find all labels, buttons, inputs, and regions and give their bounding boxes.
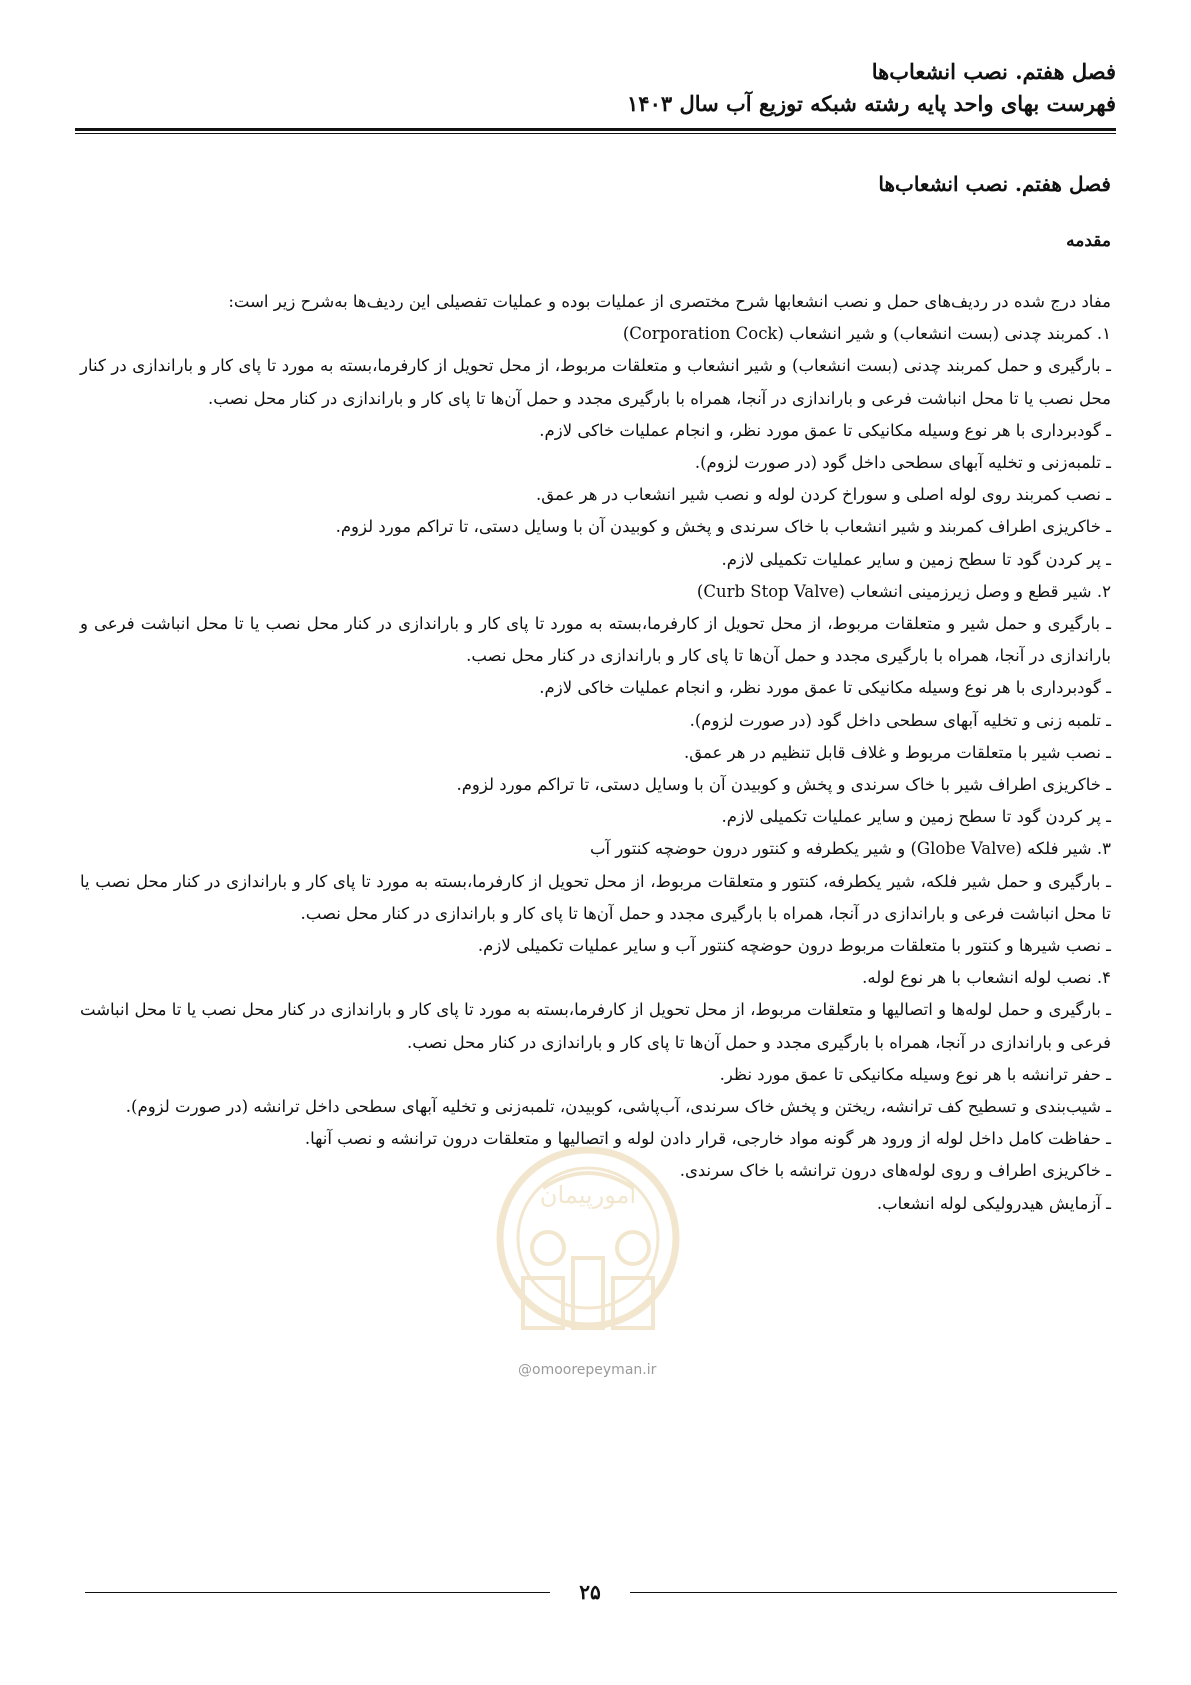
item-heading-3: ۳. شیر فلکه (Globe Valve) و شیر یکطرفه و کنتور درون حوضچه کنتور آب (589, 839, 1111, 859)
list-item: ـ تلمبه‌زنی و تخلیه آبهای سطحی داخل گود (در صورت لزوم). (694, 453, 1111, 473)
paragraph-intro: مفاد درج شده در ردیف‌های حمل و نصب انشعابها شرح مختصری از عملیات بوده و عملیات تفصیلی این ردیف‌ها به‌شرح زیر است: (228, 292, 1111, 311)
running-header (75, 56, 1116, 120)
body-text (80, 286, 1111, 1220)
list-item: ـ گودبرداری با هر نوع وسیله مکانیکی تا عمق مورد نظر، و انجام عملیات خاکی لازم. (539, 678, 1111, 698)
list-item: ـ آزمایش هیدرولیکی لوله انشعاب. (876, 1193, 1111, 1213)
list-item: ـ شیب‌بندی و تسطیح کف ترانشه، ریختن و پخش خاک سرندی، آب‌پاشی، کوبیدن، تلمبه‌زنی و تخلیه آبهای سطحی داخل ترانشه (در صورت لزوم). (125, 1097, 1111, 1117)
list-item: ـ بارگیری و حمل شیر و متعلقات مربوط، از محل تحویل از کارفرما،بسته به مورد تا پای کار و باراندازی در کنار محل نصب یا تا محل انباشت فرعی و باراندازی در آنجا، همراه با بارگیری مجدد و حمل آن‌ها تا پای کار و باراندازی در کنار محل نصب. (80, 614, 1111, 666)
header-document-title: فهرست بهای واحد پایه رشته شبکه توزیع آب سال ۱۴۰۳ (627, 91, 1116, 116)
header-chapter-title: فصل هفتم. نصب انشعاب‌ها (871, 59, 1116, 84)
list-item: ـ بارگیری و حمل شیر فلکه، شیر یکطرفه، کنتور و متعلقات مربوط، از محل تحویل از کارفرما،بسته به مورد تا پای کار و باراندازی در کنار محل نصب یا تا محل انباشت فرعی و باراندازی در آنجا، همراه با بارگیری مجدد و حمل آن‌ها تا پای کار و باراندازی در کنار محل نصب. (80, 871, 1111, 923)
item-heading-2: ۲. شیر قطع و وصل زیرزمینی انشعاب (Curb Stop Valve) (696, 581, 1111, 601)
header-divider (75, 128, 1116, 134)
item-heading-4: ۴. نصب لوله انشعاب با هر نوع لوله. (862, 968, 1111, 988)
list-item: ـ خاکریزی اطراف کمربند و شیر انشعاب با خاک سرندی و پخش و کوبیدن آن با وسایل دستی، تا تراکم مورد لزوم. (335, 517, 1111, 537)
list-item: ـ نصب کمربند روی لوله اصلی و سوراخ کردن لوله و نصب شیر انشعاب در هر عمق. (536, 485, 1111, 505)
section-title: فصل هفتم. نصب انشعاب‌ها (878, 172, 1111, 196)
list-item: ـ نصب شیر با متعلقات مربوط و غلاف قابل تنظیم در هر عمق. (684, 742, 1111, 762)
list-item: ـ گودبرداری با هر نوع وسیله مکانیکی تا عمق مورد نظر، و انجام عملیات خاکی لازم. (539, 420, 1111, 440)
list-item: ـ حفاظت کامل داخل لوله از ورود هر گونه مواد خارجی، قرار دادن لوله و اتصالیها و متعلقات درون ترانشه و نصب آنها. (304, 1129, 1111, 1149)
watermark-logo-text: امورپیمان (539, 1181, 637, 1209)
footer-divider-right (630, 1592, 1117, 1593)
list-item: ـ پر کردن گود تا سطح زمین و سایر عملیات تکمیلی لازم. (721, 807, 1111, 827)
page-number: ۲۵ (579, 1580, 601, 1604)
list-item: ـ تلمبه زنی و تخلیه آبهای سطحی داخل گود (در صورت لزوم). (689, 710, 1111, 730)
list-item: ـ نصب شیرها و کنتور با متعلقات مربوط درون حوضچه کنتور آب و سایر عملیات تکمیلی لازم. (477, 936, 1111, 956)
list-item: ـ خاکریزی اطراف شیر با خاک سرندی و پخش و کوبیدن آن با وسایل دستی، تا تراکم مورد لزوم. (456, 775, 1111, 795)
list-item: ـ بارگیری و حمل لوله‌ها و اتصالیها و متعلقات مربوط، از محل تحویل از کارفرما،بسته به مورد تا پای کار و باراندازی در کنار محل نصب یا تا محل انباشت فرعی و باراندازی در آنجا، همراه با بارگیری مجدد و حمل آن‌ها تا پای کار و باراندازی در کنار محل نصب. (80, 1000, 1111, 1052)
footer-divider-left (85, 1592, 550, 1593)
watermark-text: @omoorepeyman.ir (518, 1362, 657, 1378)
list-item: ـ پر کردن گود تا سطح زمین و سایر عملیات تکمیلی لازم. (721, 549, 1111, 569)
list-item: ـ حفر ترانشه با هر نوع وسیله مکانیکی تا عمق مورد نظر. (719, 1064, 1111, 1084)
list-item: ـ بارگیری و حمل کمربند چدنی (بست انشعاب) و شیر انشعاب و متعلقات مربوط، از محل تحویل از کارفرما،بسته به مورد تا پای کار و باراندازی در کنار محل نصب یا تا محل انباشت فرعی و باراندازی در آنجا، همراه با بارگیری مجدد و حمل آن‌ها تا پای کار و باراندازی در کنار محل نصب. (80, 356, 1111, 408)
list-item: ـ خاکریزی اطراف و روی لوله‌های درون ترانشه با خاک سرندی. (679, 1161, 1111, 1181)
item-heading-1: ۱. کمربند چدنی (بست انشعاب) و شیر انشعاب (Corporation Cock) (622, 324, 1111, 344)
intro-heading: مقدمه (1066, 231, 1111, 251)
